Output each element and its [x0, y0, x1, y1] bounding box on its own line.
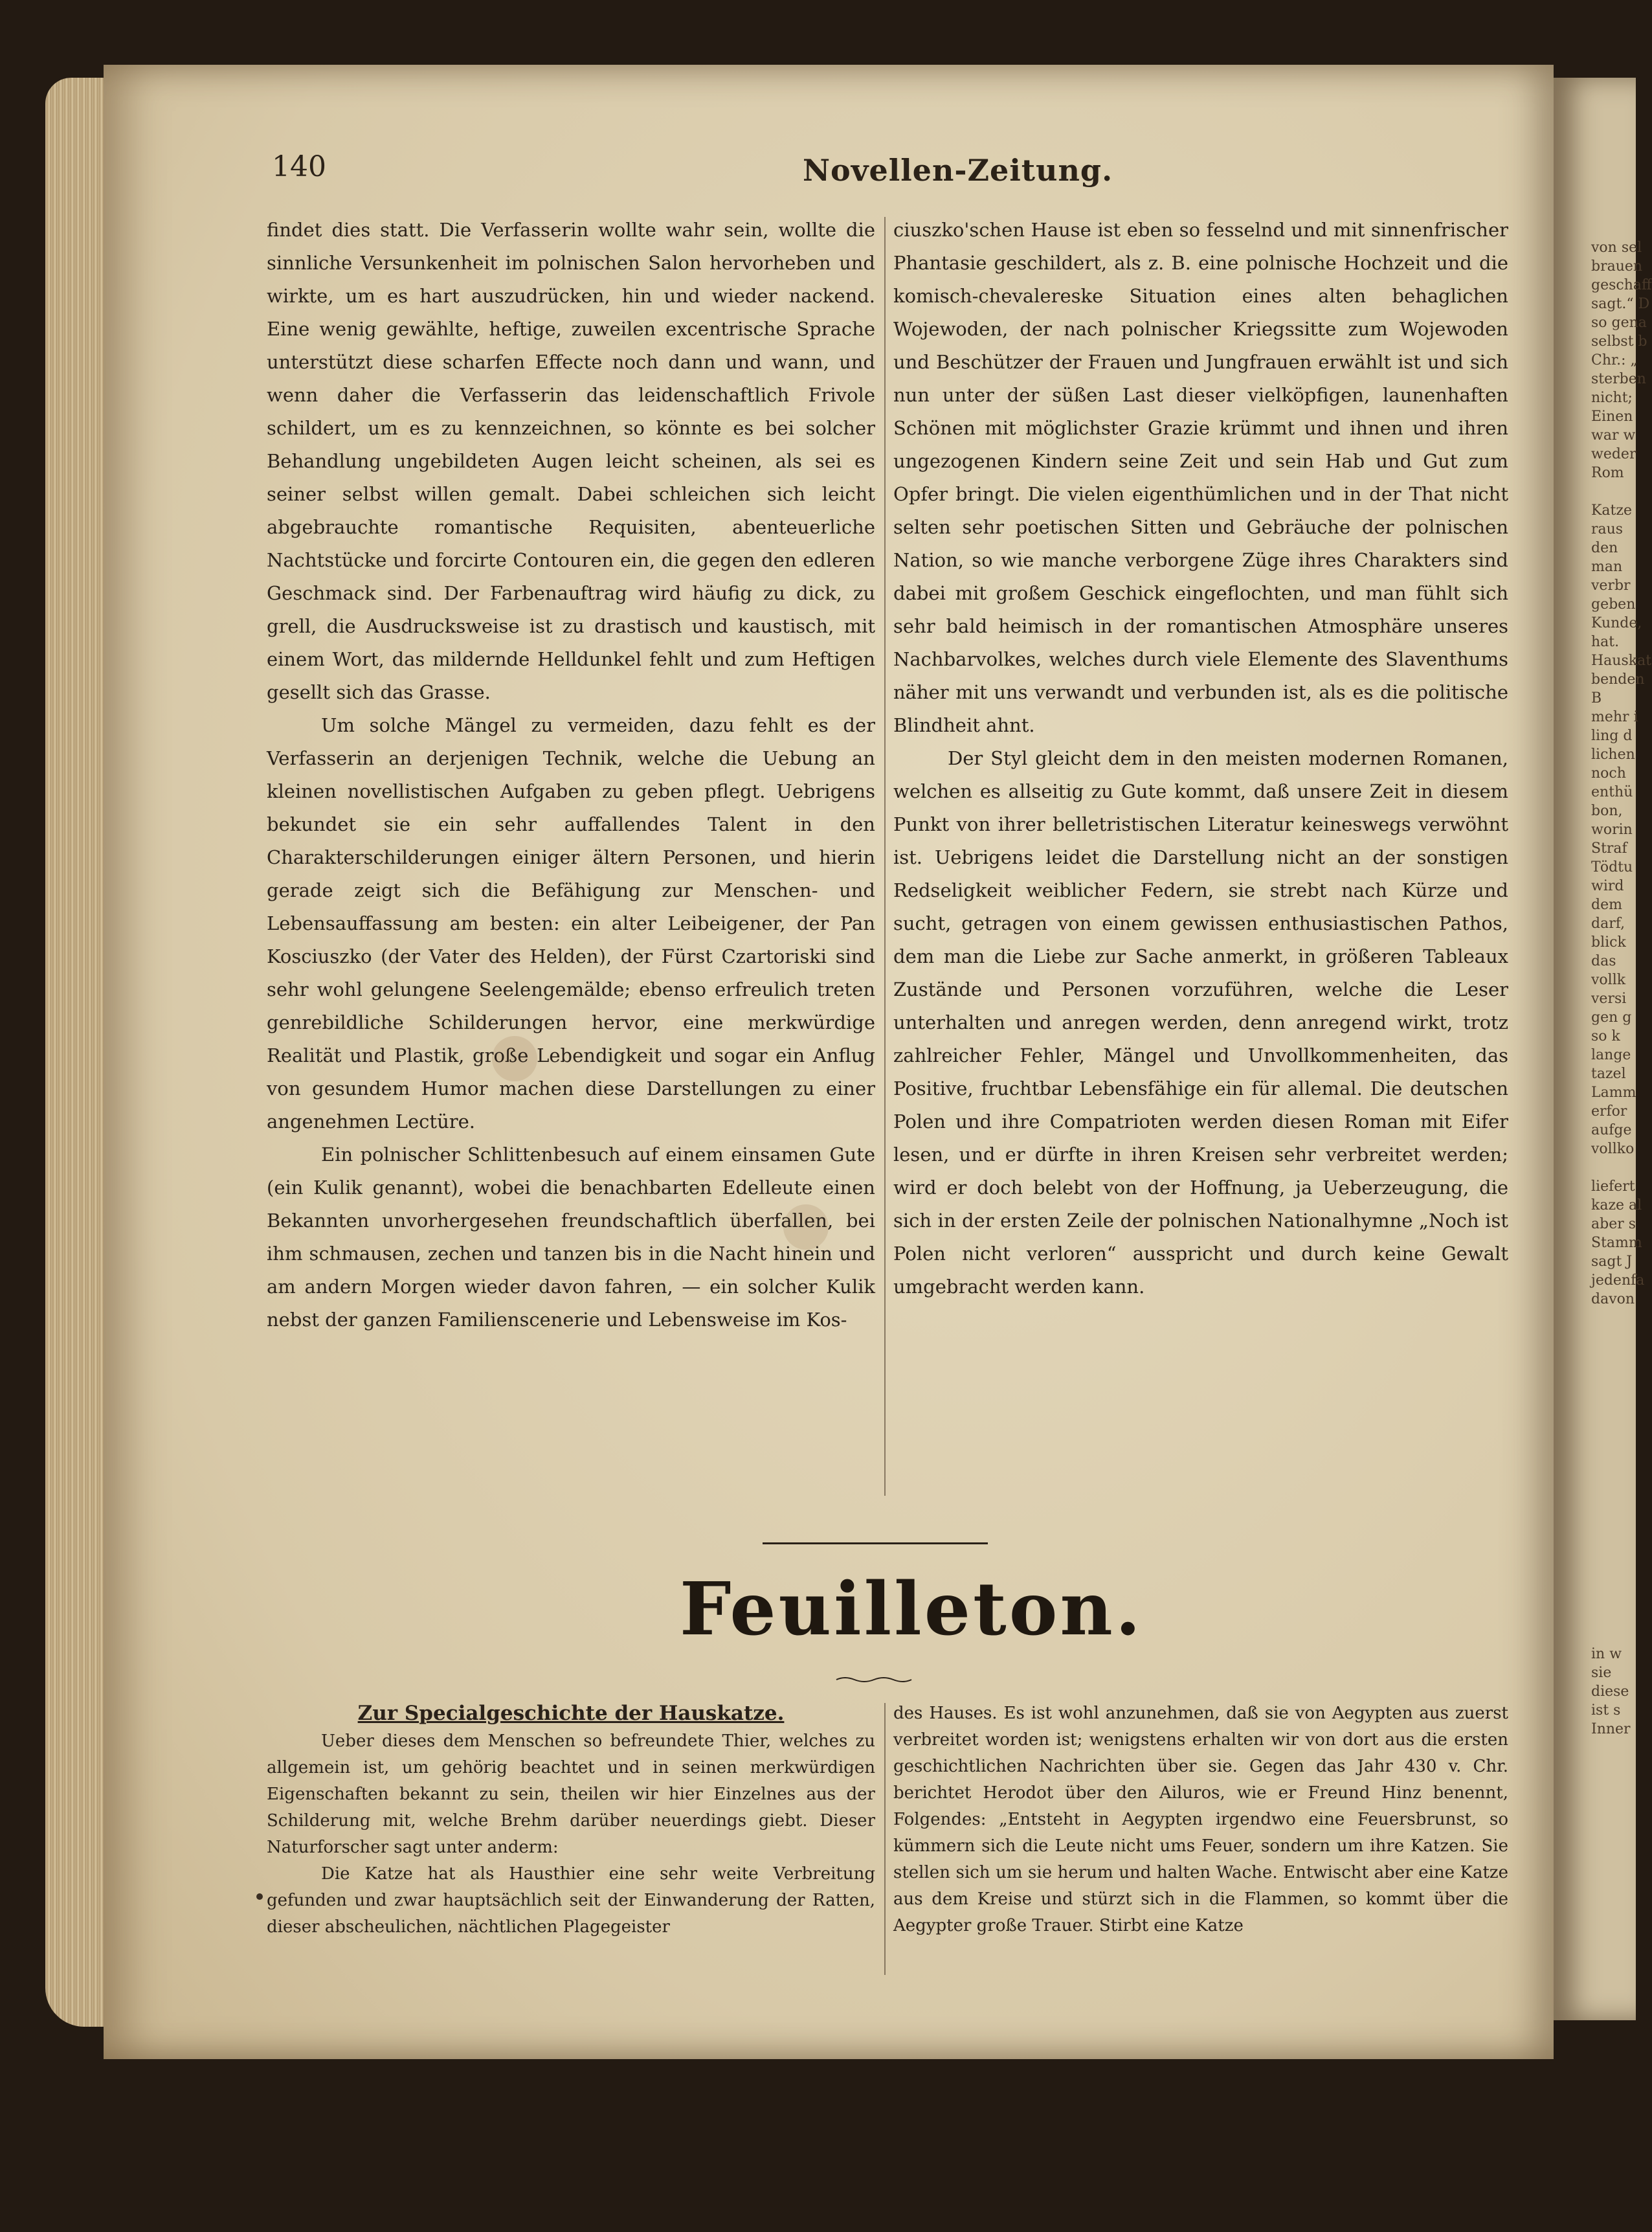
facing-page-line: Einen [1591, 409, 1633, 425]
facing-page-line: noch [1591, 765, 1626, 782]
facing-page-line: war w [1591, 427, 1636, 444]
paragraph: ciuszko'schen Hause ist eben so fesselnd und mit sinnenfrischer Phantasie geschildert, als z. B. eine polnische Hochzeit und die komisch-chevalereske Situation eines alten behaglichen Wojewoden, der nach polnischer Kriegssitte zum Wojewoden und Beschützer der Frauen und Jungfrauen erwählt ist und sich nun unter der süßen Last dieser vielköpfigen, launenhaften Schönen mit möglichster Grazie krümmt und ihnen und ihren ungezogenen Kindern seine Zeit und sein Hab und Gut zum Opfer bringt. Die vielen eigenthümlichen und in der That nicht selten sehr poetischen Sitten und Gebräuche der polnischen Nation, so wie manche verborgene Züge ihres Charakters sind dabei mit großem Geschick eingeflochten, und man fühlt sich sehr bald heimisch in der romantischen Atmosphäre unseres Nachbarvolkes, welches durch viele Elemente des Slaventhums näher mit uns verwandt und verbunden ist, als es die politische Blindheit ahnt. [893, 219, 1508, 736]
facing-page-line: Rom [1591, 465, 1624, 481]
facing-page-line: mehr i [1591, 709, 1638, 725]
facing-page-text [1591, 238, 1652, 1309]
paragraph: findet dies statt. Die Verfasserin wollte wahr sein, wollte die sinnliche Versunkenheit im polnischen Salon hervorheben und wirkte, um es hart auszudrücken, hin und wieder nackend. Eine wenig gewählte, heftige, zuweilen excentrische Sprache unterstützt diese scharfen Effecte noch dann und wann, und wenn daher die Verfasserin das leidenschaftlich Frivole schildert, um es zu kennzeichnen, so könnte es bei solcher Behandlung ungebildeten Augen leicht scheinen, als sei es seiner selbst willen gemalt. Dabei schleichen sich leicht abgebrauchte romantische Requisiten, abenteuerliche Nachtstücke und forcirte Contouren ein, die gegen den edleren Geschmack sind. Der Farbenauftrag wird häufig zu dick, zu grell, die Ausdrucksweise ist zu drastisch und kaustisch, mit einem Wort, das mildernde Helldunkel fehlt und zum Heftigen gesellt sich das Grasse. [267, 219, 875, 703]
facing-page-line: sie [1591, 1665, 1612, 1681]
left-text-column [267, 214, 875, 1336]
facing-page-line: aufge [1591, 1122, 1632, 1138]
right-text-column [893, 214, 1508, 1303]
facing-page-line: verbr [1591, 578, 1631, 594]
facing-page-line: ling d [1591, 728, 1633, 744]
facing-page-line: bon, [1591, 803, 1623, 819]
facing-page-line: gen g [1591, 1009, 1632, 1026]
facing-page-line: man [1591, 559, 1623, 575]
feuilleton-right-column [893, 1700, 1508, 1939]
facing-page-line: liefert [1591, 1178, 1635, 1195]
paragraph: Um solche Mängel zu vermeiden, dazu fehlt es der Verfasserin an derjenigen Technik, welche die Uebung an kleinen novellistischen Aufgaben zu geben pflegt. Uebrigens bekundet sie ein sehr auffallendes Talent in den Charakterschilderungen einiger ältern Personen, und hierin gerade zeigt sich die Befähigung zur Menschen- und Lebensauffassung am besten: ein alter Leibeigener, der Pan Kosciuszko (der Vater des Helden), der Fürst Czartoriski sind sehr wohl gelungene Seelengemälde; ebenso erfreulich treten genrebildliche Schilderungen hervor, eine merkwürdige Realität und Plastik, große Lebendigkeit und sogar ein Anflug von gesundem Humor machen diese Darstellungen zu einer angenehmen Lectüre. [267, 714, 875, 1133]
facing-page-line: lichen [1591, 747, 1635, 763]
facing-page-line: darf, [1591, 916, 1625, 932]
facing-page-edge [1554, 78, 1652, 2020]
facing-page-line: kaze al [1591, 1197, 1642, 1213]
column-divider [884, 217, 886, 1496]
facing-page-line: tazel [1591, 1066, 1626, 1082]
facing-page-line: von sel [1591, 240, 1642, 256]
facing-page-line: davon [1591, 1291, 1635, 1307]
facing-page-line: selbst b [1591, 333, 1647, 350]
facing-page-line: ist s [1591, 1702, 1621, 1719]
feuilleton-left-column [267, 1700, 875, 1941]
facing-page-line: Chr.: „ [1591, 352, 1638, 368]
facing-page-line: in w [1591, 1646, 1622, 1662]
paragraph: Die Katze hat als Hausthier eine sehr weite Verbreitung gefunden und zwar hauptsächlich seit der Einwanderung der Ratten, dieser abscheulichen, nächtlichen Plagegeister [267, 1864, 875, 1937]
facing-page-line: so k [1591, 1028, 1620, 1044]
facing-page-line: dem [1591, 897, 1622, 913]
facing-page-line: vollk [1591, 972, 1626, 988]
article-title-text: Zur Specialgeschichte der Hauskatze. [357, 1702, 785, 1725]
page-header [272, 150, 1541, 189]
facing-page-line: benden [1591, 671, 1645, 688]
facing-page-line: nicht; [1591, 390, 1633, 406]
section-rule [763, 1542, 988, 1544]
facing-page-line: versi [1591, 991, 1627, 1007]
facing-page-line: sagt J [1591, 1254, 1633, 1270]
facing-page-line: raus [1591, 521, 1624, 537]
facing-page-line: geben [1591, 596, 1636, 613]
ornament-swash [835, 1676, 913, 1684]
column-divider [884, 1703, 886, 1975]
facing-page-line [1591, 1158, 1636, 1177]
section-heading: Feuilleton. [680, 1567, 1143, 1652]
facing-page-line [1591, 482, 1636, 501]
paragraph: des Hauses. Es ist wohl anzunehmen, daß sie von Aegypten aus zuerst verbreitet worden ist; wenigstens erhalten wir von dort aus die ersten geschichtlichen Nachrichten über sie. Gegen das Jahr 430 v. Chr. berichtet Herodot über den Ailuros, wie er Freund Hinz benennt, Folgendes: „Entsteht in Aegypten irgendwo eine Feuersbrunst, so kümmern sich die Leute nicht ums Feuer, sondern um ihre Katzen. Sie stellen sich um sie herum und halten Wache. Entwischt aber eine Katze aus dem Kreise und stürzt sich in die Flammen, so kommt über die Aegypter große Trauer. Stirbt eine Katze [893, 1704, 1508, 1935]
facing-page-line: Hauskat [1591, 653, 1652, 669]
article-title [267, 1700, 875, 1727]
facing-page-line: weder [1591, 446, 1636, 462]
facing-page-line: enthü [1591, 784, 1633, 800]
paragraph: Ein polnischer Schlittenbesuch auf einem einsamen Gute (ein Kulik genannt), wobei die benachbarten Edelleute einen Bekannten unvorhergesehen freundschaftlich überfallen, bei ihm schmausen, zechen und tanzen bis in die Nacht hinein und am andern Morgen wieder davon fahren, — ein solcher Kulik nebst der ganzen Familienscenerie und Lebensweise im Kos- [267, 1144, 875, 1331]
running-title: Novellen-Zeitung. [803, 153, 1113, 188]
facing-page-line: erfor [1591, 1103, 1627, 1120]
paragraph: Ueber dieses dem Menschen so befreundete Thier, welches zu allgemein ist, um gehörig beachtet und in seinen merkwürdigen Eigenschaften bekannt zu sein, theilen wir hier Einzelnes aus der Schilderung mit, welche Brehm darüber neuerdings giebt. Dieser Naturforscher sagt unter anderm: [267, 1731, 875, 1857]
facing-page-line: diese [1591, 1684, 1629, 1700]
facing-page-line: den [1591, 540, 1618, 556]
facing-page-line: brauen [1591, 258, 1643, 275]
facing-page-line: Stamm [1591, 1235, 1642, 1251]
facing-page-line: Katze [1591, 502, 1633, 519]
ink-dot [256, 1893, 263, 1900]
facing-page-line: geschaff [1591, 277, 1652, 293]
facing-page-line: das [1591, 953, 1616, 969]
facing-page-line: sterben [1591, 371, 1646, 387]
facing-page-line: lange [1591, 1047, 1631, 1063]
facing-page-line: aber s [1591, 1216, 1636, 1232]
facing-page-line: B [1591, 690, 1602, 706]
facing-page-line: jedenfa [1591, 1272, 1645, 1289]
page-number: 140 [272, 150, 326, 183]
paragraph: Der Styl gleicht dem in den meisten modernen Romanen, welchen es allseitig zu Gute kommt, daß unsere Zeit in diesem Punkt von ihrer belletristischen Literatur keineswegs verwöhnt ist. Uebrigens leidet die Darstellung nicht an der sonstigen Redseligkeit weiblicher Federn, sie strebt nach Kürze und sucht, getragen von einem gewissen enthusiastischen Pathos, dem man die Liebe zur Sache anmerkt, in größeren Tableaux Zustände und Personen vorzuführen, welche die Leser unterhalten und anregen werden, denn anregend wirkt, trotz zahlreicher Fehler, Mängel und Unvollkommenheiten, das Positive, fruchtbar Lebensfähige ein für allemal. Die deutschen Polen und ihre Compatrioten werden diesen Roman mit Eifer lesen, und er dürfte in ihren Kreisen sehr verbreitet werden; wird er doch belebt von der Hoffnung, ja Ueberzeugung, die sich in der ersten Zeile der polnischen Nationalhymne „Noch ist Polen nicht verloren“ ausspricht und durch keine Gewalt umgebracht werden kann. [893, 747, 1508, 1298]
facing-page-line: Straf [1591, 840, 1627, 857]
facing-page-line: so gena [1591, 315, 1647, 331]
facing-page-line: sagt.“ D [1591, 296, 1650, 312]
facing-page-line: Lamm [1591, 1085, 1636, 1101]
facing-page-text [1591, 1645, 1636, 1739]
facing-page-line: wird [1591, 878, 1624, 894]
facing-page-line: worin [1591, 822, 1633, 838]
facing-page-line: blick [1591, 934, 1626, 951]
facing-page-line: Inner [1591, 1721, 1631, 1737]
facing-page-line: Kunde, [1591, 615, 1642, 631]
facing-page-line: hat. [1591, 634, 1620, 650]
facing-page-line: Tödtu [1591, 859, 1633, 875]
facing-page-line: vollko [1591, 1141, 1635, 1157]
